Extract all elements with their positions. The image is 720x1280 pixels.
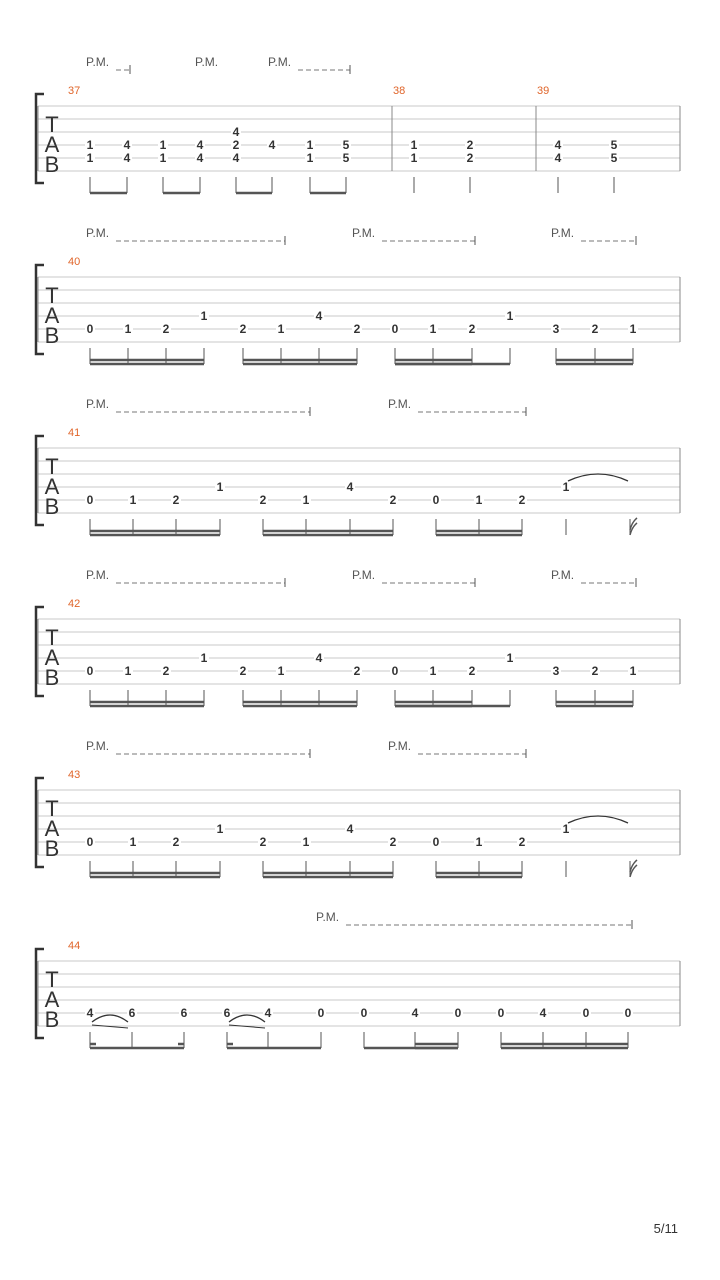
palm-mute-label: P.M. bbox=[86, 739, 110, 753]
fret-number: 3 bbox=[552, 322, 560, 336]
slur-arc bbox=[92, 1015, 128, 1022]
tab-clef-letter: T bbox=[45, 112, 59, 137]
measure-number: 38 bbox=[393, 85, 406, 97]
palm-mute-label: P.M. bbox=[86, 55, 110, 69]
fret-number: 6 bbox=[223, 1006, 231, 1020]
measure-number: 40 bbox=[68, 256, 81, 268]
fret-number: 1 bbox=[562, 480, 570, 494]
fret-number: 4 bbox=[315, 309, 323, 323]
fret-number: 1 bbox=[306, 138, 314, 152]
measure-number: 39 bbox=[537, 85, 550, 97]
fret-number: 2 bbox=[466, 151, 474, 165]
fret-number: 1 bbox=[200, 309, 208, 323]
fret-number: 1 bbox=[302, 493, 310, 507]
tab-clef-letter: B bbox=[44, 152, 60, 177]
system-42 bbox=[36, 568, 680, 706]
fret-number: 1 bbox=[506, 309, 514, 323]
fret-number: 1 bbox=[306, 151, 314, 165]
tie-arc bbox=[568, 474, 628, 481]
fret-number: 6 bbox=[128, 1006, 136, 1020]
palm-mute-label: P.M. bbox=[86, 397, 110, 411]
fret-number: 1 bbox=[159, 138, 167, 152]
slur-arc bbox=[229, 1015, 265, 1022]
fret-number: 0 bbox=[86, 493, 94, 507]
fret-number: 4 bbox=[123, 138, 131, 152]
fret-number: 1 bbox=[629, 664, 637, 678]
fret-number: 2 bbox=[518, 493, 526, 507]
tab-clef-letter: A bbox=[44, 816, 60, 841]
palm-mute-label: P.M. bbox=[316, 910, 340, 924]
fret-number: 1 bbox=[506, 651, 514, 665]
fret-number: 1 bbox=[129, 835, 137, 849]
tab-clef-letter: A bbox=[44, 645, 60, 670]
fret-number: 1 bbox=[629, 322, 637, 336]
fret-number: 2 bbox=[259, 835, 267, 849]
fret-number: 1 bbox=[86, 151, 94, 165]
fret-number: 2 bbox=[468, 664, 476, 678]
palm-mute-label: P.M. bbox=[86, 226, 110, 240]
fret-number: 2 bbox=[466, 138, 474, 152]
fret-number: 1 bbox=[410, 138, 418, 152]
fret-number: 2 bbox=[353, 322, 361, 336]
system-bracket bbox=[36, 265, 44, 354]
fret-number: 1 bbox=[124, 664, 132, 678]
fret-number: 2 bbox=[172, 493, 180, 507]
fret-number: 1 bbox=[562, 822, 570, 836]
fret-number: 0 bbox=[432, 493, 440, 507]
measure-number: 42 bbox=[68, 598, 81, 610]
fret-number: 4 bbox=[123, 151, 131, 165]
system-bracket bbox=[36, 949, 44, 1038]
fret-number: 4 bbox=[232, 125, 240, 139]
tab-clef-letter: A bbox=[44, 132, 60, 157]
fret-number: 2 bbox=[468, 322, 476, 336]
fret-number: 2 bbox=[353, 664, 361, 678]
tab-clef-letter: A bbox=[44, 474, 60, 499]
fret-number: 2 bbox=[591, 322, 599, 336]
palm-mute-label: P.M. bbox=[551, 568, 575, 582]
fret-number: 4 bbox=[554, 151, 562, 165]
palm-mute-label: P.M. bbox=[86, 568, 110, 582]
fret-number: 1 bbox=[410, 151, 418, 165]
fret-number: 4 bbox=[346, 480, 354, 494]
palm-mute-label: P.M. bbox=[352, 226, 376, 240]
fret-number: 1 bbox=[86, 138, 94, 152]
palm-mute-label: P.M. bbox=[195, 55, 219, 69]
fret-number: 1 bbox=[216, 480, 224, 494]
fret-number: 1 bbox=[429, 664, 437, 678]
fret-number: 1 bbox=[124, 322, 132, 336]
fret-number: 3 bbox=[552, 664, 560, 678]
palm-mute-label: P.M. bbox=[388, 739, 412, 753]
fret-number: 1 bbox=[302, 835, 310, 849]
fret-number: 4 bbox=[315, 651, 323, 665]
fret-number: 2 bbox=[239, 322, 247, 336]
fret-number: 1 bbox=[216, 822, 224, 836]
system-41 bbox=[36, 397, 680, 535]
tab-clef-letter: T bbox=[45, 454, 59, 479]
tab-clef-letter: T bbox=[45, 283, 59, 308]
fret-number: 2 bbox=[232, 138, 240, 152]
palm-mute-label: P.M. bbox=[388, 397, 412, 411]
fret-number: 4 bbox=[264, 1006, 272, 1020]
system-bracket bbox=[36, 607, 44, 696]
fret-number: 4 bbox=[346, 822, 354, 836]
fret-number: 4 bbox=[539, 1006, 547, 1020]
tab-clef-letter: A bbox=[44, 987, 60, 1012]
fret-number: 1 bbox=[429, 322, 437, 336]
fret-number: 1 bbox=[475, 835, 483, 849]
tab-clef-letter: B bbox=[44, 1007, 60, 1032]
tab-clef-letter: B bbox=[44, 836, 60, 861]
system-bracket bbox=[36, 778, 44, 867]
fret-number: 2 bbox=[591, 664, 599, 678]
tab-clef-letter: B bbox=[44, 665, 60, 690]
system-44 bbox=[36, 910, 680, 1048]
fret-number: 1 bbox=[129, 493, 137, 507]
fret-number: 0 bbox=[360, 1006, 368, 1020]
fret-number: 4 bbox=[232, 151, 240, 165]
fret-number: 1 bbox=[277, 322, 285, 336]
system-43 bbox=[36, 739, 680, 877]
fret-number: 0 bbox=[454, 1006, 462, 1020]
fret-number: 2 bbox=[239, 664, 247, 678]
measure-number: 41 bbox=[68, 427, 81, 439]
measure-number: 44 bbox=[68, 940, 81, 952]
page-number: 5/11 bbox=[653, 1221, 678, 1236]
fret-number: 1 bbox=[475, 493, 483, 507]
fret-number: 0 bbox=[624, 1006, 632, 1020]
fret-number: 1 bbox=[159, 151, 167, 165]
fret-number: 0 bbox=[391, 322, 399, 336]
palm-mute-label: P.M. bbox=[352, 568, 376, 582]
system-40 bbox=[36, 226, 680, 364]
fret-number: 0 bbox=[432, 835, 440, 849]
fret-number: 0 bbox=[391, 664, 399, 678]
fret-number: 1 bbox=[200, 651, 208, 665]
fret-number: 4 bbox=[86, 1006, 94, 1020]
fret-number: 4 bbox=[554, 138, 562, 152]
fret-number: 2 bbox=[162, 664, 170, 678]
tie-arc bbox=[568, 816, 628, 823]
tab-clef-letter: T bbox=[45, 625, 59, 650]
fret-number: 2 bbox=[389, 493, 397, 507]
tab-clef-letter: A bbox=[44, 303, 60, 328]
system-bracket bbox=[36, 94, 44, 183]
fret-number: 2 bbox=[172, 835, 180, 849]
fret-number: 4 bbox=[268, 138, 276, 152]
tab-clef-letter: B bbox=[44, 494, 60, 519]
fret-number: 0 bbox=[582, 1006, 590, 1020]
palm-mute-label: P.M. bbox=[551, 226, 575, 240]
system-bracket bbox=[36, 436, 44, 525]
fret-number: 0 bbox=[86, 664, 94, 678]
fret-number: 5 bbox=[342, 151, 350, 165]
fret-number: 2 bbox=[518, 835, 526, 849]
fret-number: 4 bbox=[196, 138, 204, 152]
measure-number: 37 bbox=[68, 85, 81, 97]
fret-number: 4 bbox=[411, 1006, 419, 1020]
tab-clef-letter: B bbox=[44, 323, 60, 348]
fret-number: 0 bbox=[86, 835, 94, 849]
fret-number: 2 bbox=[259, 493, 267, 507]
tab-clef-letter: T bbox=[45, 967, 59, 992]
fret-number: 6 bbox=[180, 1006, 188, 1020]
fret-number: 2 bbox=[389, 835, 397, 849]
fret-number: 4 bbox=[196, 151, 204, 165]
fret-number: 5 bbox=[610, 138, 618, 152]
fret-number: 2 bbox=[162, 322, 170, 336]
fret-number: 5 bbox=[342, 138, 350, 152]
measure-number: 43 bbox=[68, 769, 81, 781]
system-37 bbox=[36, 55, 680, 193]
fret-number: 0 bbox=[497, 1006, 505, 1020]
fret-number: 1 bbox=[277, 664, 285, 678]
fret-number: 0 bbox=[317, 1006, 325, 1020]
fret-number: 0 bbox=[86, 322, 94, 336]
tab-clef-letter: T bbox=[45, 796, 59, 821]
palm-mute-label: P.M. bbox=[268, 55, 292, 69]
fret-number: 5 bbox=[610, 151, 618, 165]
